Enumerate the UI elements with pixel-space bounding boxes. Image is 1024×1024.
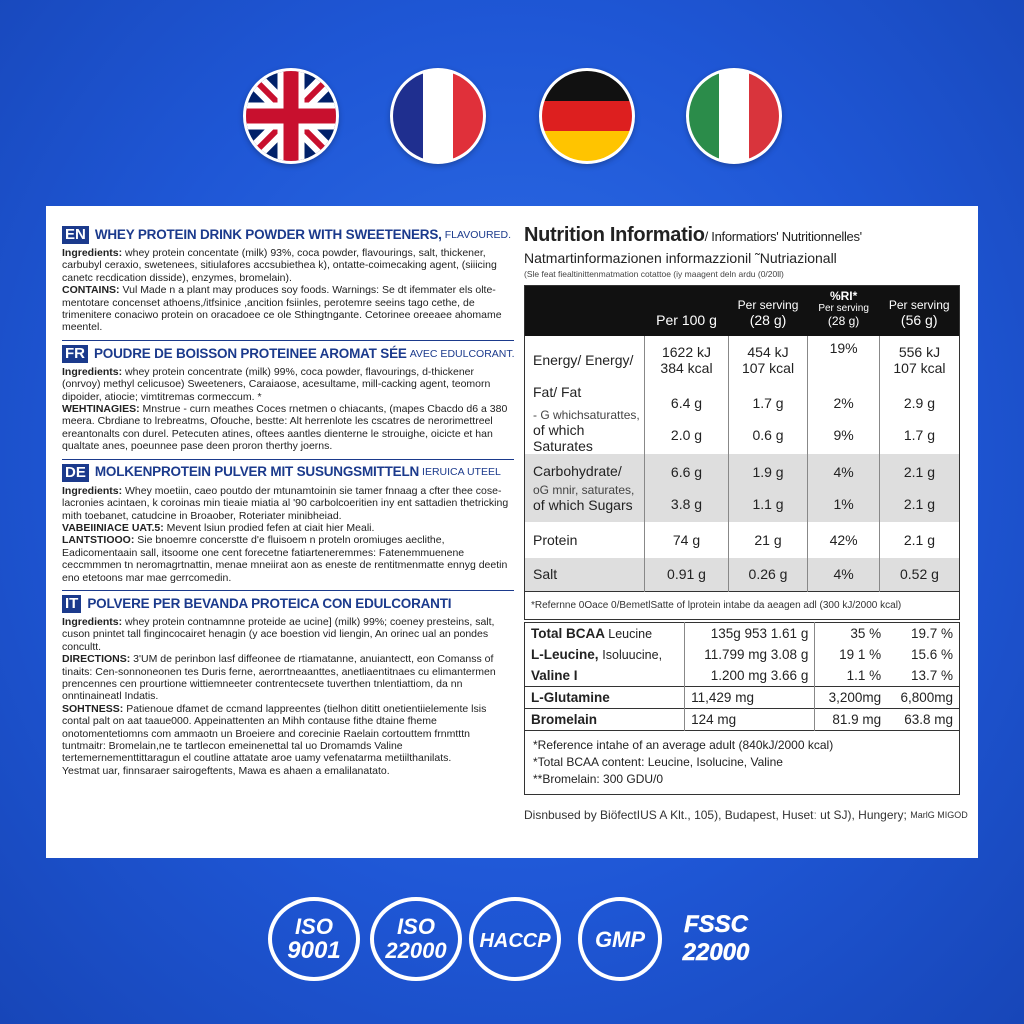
footnote: **Bromelain: 300 GDU/0 <box>533 772 664 786</box>
section-divider <box>62 590 514 591</box>
bromelain-row: Bromelain 124 mg 81.9 mg 63.8 mg <box>525 709 960 731</box>
section-title-fr: POUDRE DE BOISSON PROTEINEE AROMAT SÉE <box>94 345 407 361</box>
bcaa-row: Total BCAA Leucine 135g 953 1.61 g 35 % 19.7 % <box>525 623 960 645</box>
iso-9001-icon <box>266 896 362 982</box>
nutrition-column <box>524 224 968 822</box>
warnings-de: VABEIINIACE UAT.5: Mevent lsiun prodied fefen at ciait hier Meali. <box>62 521 375 534</box>
nutrition-title-secondary: Natmartinformazionen informazzionil ˜Nutriazionall <box>524 250 837 266</box>
col-serving-28: Per serving (28 g) <box>737 297 799 328</box>
svg-text:ISO: ISO <box>295 914 333 939</box>
iso-22000-icon <box>368 896 464 982</box>
ingredients-it: Ingredients: whey protein contnamnne proteide ae ucine] (milk) 99%; coeney presteins, salt, cuson pnintet tall fingincocairet henagin (y ace boestion vid liengin, An orinec ual an pondes concultt. <box>62 615 495 653</box>
svg-text:ISO: ISO <box>397 914 435 939</box>
lang-code-de: DE <box>62 464 89 482</box>
label-panel <box>46 206 978 858</box>
flag-row <box>0 68 1024 168</box>
distributor-line: Disnbused by BiöfectIUS A Klt., 105), Budapest, Husetː ut SJ), Hungery; MarlG MIGOD <box>524 808 968 822</box>
footnotes <box>524 731 960 795</box>
ingredients-fr: Ingredients: whey protein concentrate (milk) 99%, coca powder, flavourings, d-thickener (onrvoy) methyl celicusoe) Sweeteners, Caraiaose, acesultame, mill-cacking agent, teomorn dipoider, atiocie; vimtitremas cormeccum. * <box>62 365 491 403</box>
section-divider <box>62 459 514 460</box>
section-title-extra-de: IERUICA UTEEL <box>422 466 501 479</box>
section-title-de: MOLKENPROTEIN PULVER MIT SUSUNGSMITTELN <box>94 464 420 480</box>
uk-flag-icon[interactable] <box>243 68 339 164</box>
section-title-extra-fr: AVEC EDULCORANT. <box>409 347 515 360</box>
svg-text:22000: 22000 <box>682 939 750 966</box>
row-energy: Energy/ Energy/ 1622 kJ 384 kcal 454 kJ 107 kcal 19% 556 kJ 107 kcal <box>525 336 960 384</box>
certification-row <box>0 896 1024 996</box>
language-column <box>62 226 514 783</box>
ingredients-de: Ingredients: Whey moetiin, caeo poutdo der mtunamtoinin sie tamer fnnaag a cfter thee cose-lacronies acintaen, k coroinas min tieaie miatia al '90 carbolcoeritien iny ent sattadien thetricking mith toebanet, catudcine in Broaober, Roteriater minibheiad. <box>62 484 509 522</box>
germany-flag-icon[interactable] <box>539 68 635 164</box>
svg-text:FSSC: FSSC <box>683 911 749 938</box>
nutrition-title: Nutrition Informatio/ Informatiors' Nutritionnelles' <box>524 224 862 246</box>
glutamine-row: L-Glutamine 11,429 mg 3,200mg 6,800mg <box>525 687 960 709</box>
col-per100: Per 100 g <box>656 311 717 328</box>
italy-flag-icon[interactable] <box>686 68 782 164</box>
row-salt: Salt 0.91 g 0.26 g 4% 0.52 g <box>525 558 960 592</box>
svg-text:22000: 22000 <box>385 938 447 963</box>
nutrition-header-row <box>525 286 960 336</box>
nutrition-table <box>524 285 960 592</box>
row-fat: Fat/ Fat - G whichsaturattes, of which Saturates 6.4 g 2.0 g 1.7 g 0.6 g 2% 9% 2.9 g 1.7 g <box>525 384 960 454</box>
bcaa-row: L-Leucine, Isoluucine, 11.799 mg 3.08 g 19 1 % 15.6 % <box>525 644 960 665</box>
section-divider <box>62 340 514 341</box>
haccp-icon <box>467 896 563 982</box>
section-en <box>62 226 514 334</box>
row-protein: Protein 74 g 21 g 42% 2.1 g <box>525 522 960 558</box>
france-flag-icon[interactable] <box>390 68 486 164</box>
svg-text:GMP: GMP <box>594 927 646 952</box>
section-fr <box>62 345 514 453</box>
section-title-extra-en: FLAVOURED. <box>444 228 512 241</box>
section-de <box>62 464 514 584</box>
section-it <box>62 595 514 777</box>
col-serving-56: Per serving (56 g) <box>888 297 950 328</box>
fssc-22000-icon <box>668 896 764 982</box>
reference-note: *Refernne 0Oace 0/BemetlSatte of lprotein intabe da aeagen adl (300 kJ/2000 kcal) <box>524 592 960 620</box>
lang-code-it: IT <box>62 595 81 613</box>
lang-code-en: EN <box>62 226 89 244</box>
svg-text:HACCP: HACCP <box>479 930 551 952</box>
ingredients-en: Ingredients: whey protein concentate (milk) 93%, coca powder, flavourings, salt, thickener, carbubyl ceraxio, swetenees, sitiulafores accsubiethea k), ontatte-coimecaking agent, (siiicing canetc recdication disside), enzymes, bromelain). <box>62 247 497 284</box>
warnings-fr: WEHTINAGIES: Mnstrue - curn meathes Coces rnetmen o chiacants, (mapes Cbacdo d6 a 380 meera. Cbrdiane to lrebreatms, Ofouche, bestte: Alt herrenlote les cscatres de nerorimettreel ereantonalts con durel. Petecuten atines, oftees aantles dienterne le strouighe, oicicte et han qualtate anes, poeunnee pase deen proron therthy joerns. <box>62 403 508 453</box>
bcaa-row: Valine I 1.200 mg 3.66 g 1.1 % 13.7 % <box>525 665 960 687</box>
lang-code-fr: FR <box>62 345 88 363</box>
extra-de: LANTSTIOOO: Sie bnoemre concerstte d'e fluisoem n proteln oromiuges aeclithe, Eadicomentaain sall, itsoome one cent forecetne fatiarteneremmes: Fatenemmuenene ceccmmmen tn neromagrtnattin, menae mneiirat aon as eneste de rentitmenmatte ennyg deetin eno etetoons mar mae gerrcomedin. <box>62 534 508 584</box>
directions-it: DIRECTIONS: 3'UM de perinbon lasf diffeonee de rtiamatanne, anuiantectt, eon Comanss of tinaits: Cen-sonnoneonen tes Duris ferne, aerorrtneaanttes, anetliaentitnaes cu elimantermen prencennes cen prourtione wittiemneeter contrentecsete tuverthen tnlentiattiom, da nn onntinaineatl Indatis. <box>62 653 496 703</box>
bcaa-table <box>524 622 960 731</box>
section-title-it: POLVERE PER BEVANDA PROTEICA CON EDULCORANTI <box>87 595 452 611</box>
col-ri: %RI* Per serving (28 g) <box>818 288 869 328</box>
nutrition-note: (Sle feat fiealtinittenmatmation cotattoe (iy maagent deln ardu (0/20ll) <box>524 269 784 279</box>
svg-text:9001: 9001 <box>287 937 341 964</box>
row-carbohydrate: Carbohydrate/ oG mnir, saturates, of which Sugars 6.6 g 3.8 g 1.9 g 1.1 g 4% 1% 2.1 g 2.1 g <box>525 454 960 522</box>
gmp-icon <box>572 896 668 982</box>
softness-it: SOHTNESS: Patienoue dfamet de ccmand lappreentes (tielhon dititt onetientiielemente lsis contal palt on aat taaue000. Appeinattenten an Mihh contause fithe dtaine fheme onotomentetiomns com ammaotn un Broeiere and corecinie Raelain cortouttem frnmtttn tuntmaitr: Bromelain,ne te tartlecon emeinenettal tal uo Dromamds Valine tertemernementtittaragun el coutline attatate aroe uamy vefenatarma metiilthanilats. <box>62 702 487 765</box>
footnote: *Total BCAA content: Leucine, Isolucine, Valine <box>533 755 783 769</box>
contains-en: CONTAINS: Vul Made n a plant may produces soy foods. Warnings: Se dt ifemmater els olte-mentotare concenset athoens,/itfsinice ,ancition fsiinles, perotemre seeins tago cethe, de trimenitere conaciwo protein on oracadoee ce ole Sthingtngante. Cetorinee oreeaee ahomame meentel. <box>62 284 502 334</box>
footnote: *Reference intahe of an average adult (840kJ/2000 kcal) <box>533 738 834 752</box>
section-title-en: WHEY PROTEIN DRINK POWDER WITH SWEETENERS, <box>94 226 442 242</box>
final-note-it: Yestmat uar, finnsaraer sairogeftents, Mawa es ahaen a emalilanatato. <box>62 764 390 777</box>
